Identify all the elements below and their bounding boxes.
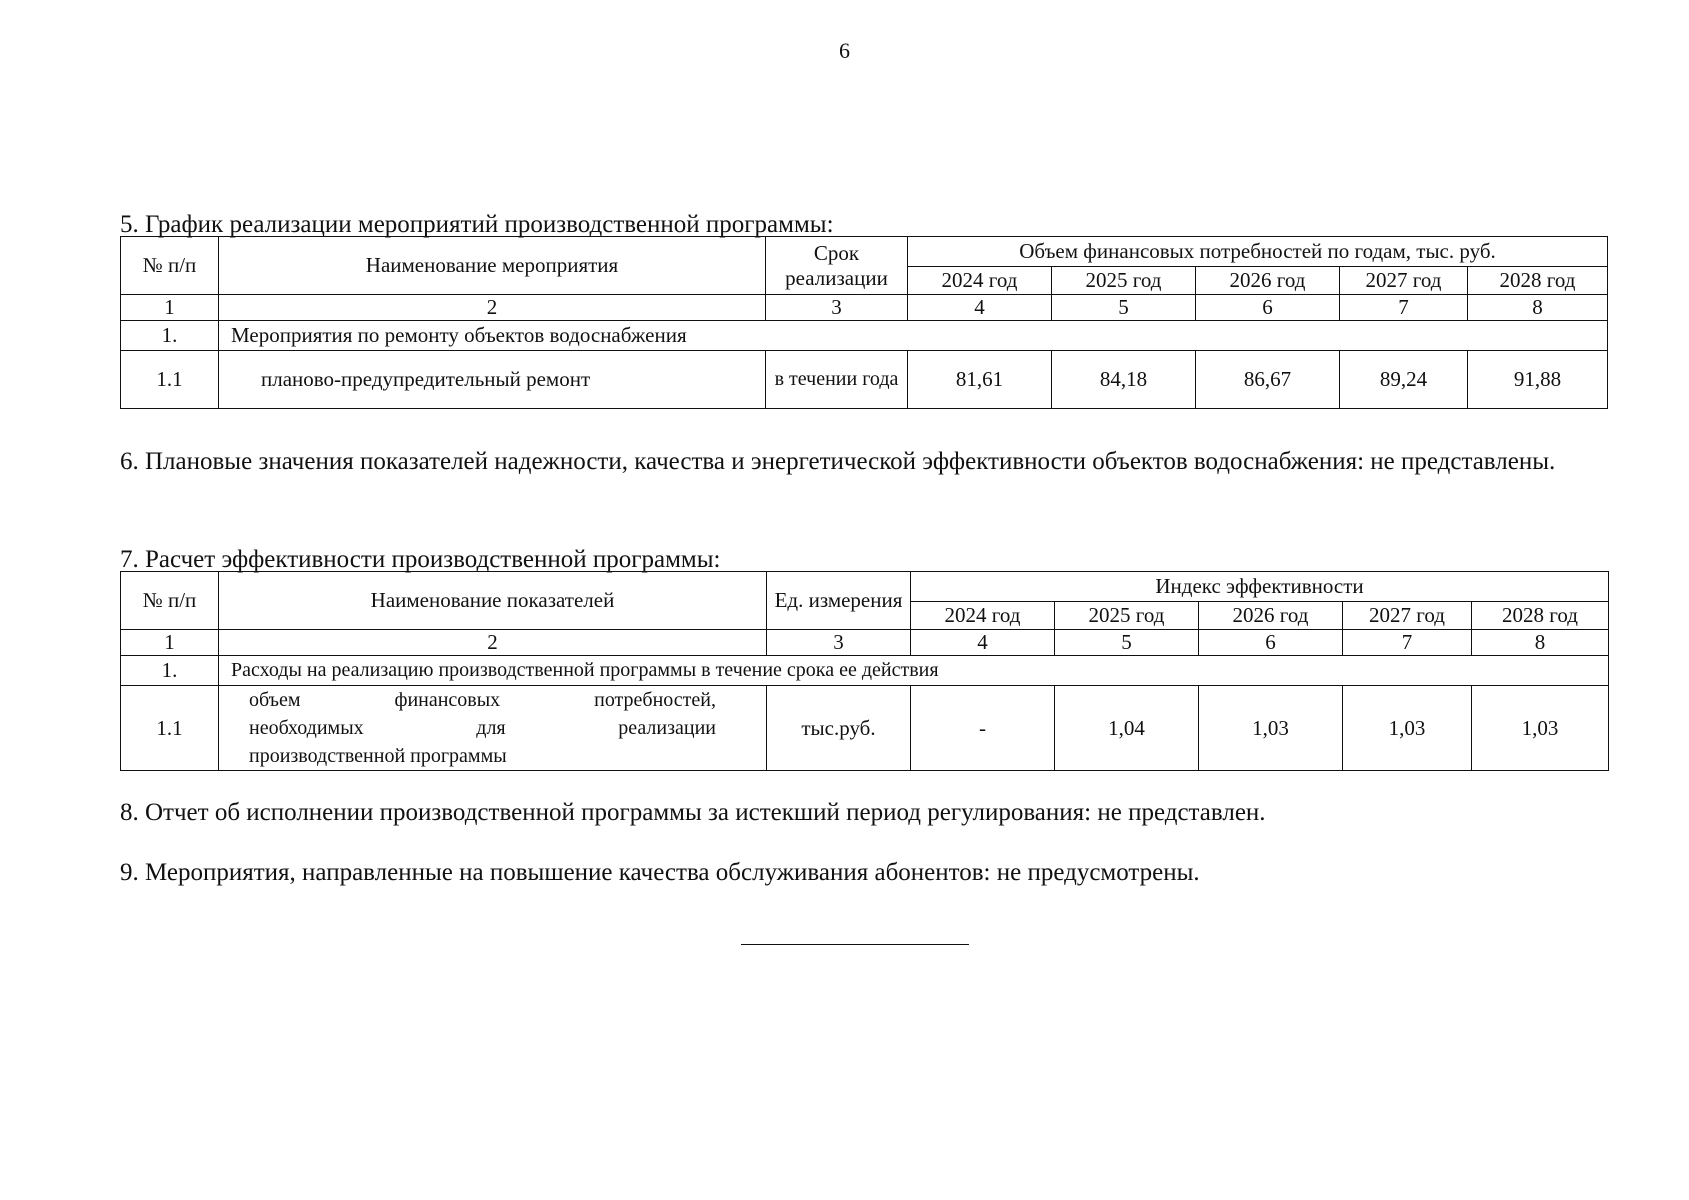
value-cell: 91,88 [1468, 351, 1608, 409]
column-number: 4 [908, 295, 1052, 321]
column-number: 2 [219, 295, 766, 321]
section7-title: 7. Расчет эффективности производственной программы: [120, 546, 721, 573]
value-cell: 1,03 [1199, 686, 1343, 771]
value-cell: 86,67 [1196, 351, 1340, 409]
column-number: 1 [121, 295, 219, 321]
activity-name: планово-предупредительный ремонт [219, 351, 766, 409]
column-number: 6 [1196, 295, 1340, 321]
header-year: 2025 год [1052, 267, 1196, 295]
activity-term: в течении года [766, 351, 908, 409]
header-year: 2026 год [1199, 602, 1343, 630]
header-unit: Ед. измерения [767, 572, 911, 630]
indicator-name-line: необходимых для реализации [249, 717, 716, 739]
page-number: 6 [839, 38, 850, 63]
end-rule [741, 944, 969, 945]
header-year: 2027 год [1340, 267, 1468, 295]
value-cell: 84,18 [1052, 351, 1196, 409]
header-num: № п/п [121, 237, 219, 295]
value-cell: 81,61 [908, 351, 1052, 409]
row-num: 1.1 [121, 686, 219, 771]
section9-text: 9. Мероприятия, направленные на повышение качества обслуживания абонентов: не предусмотрены. [120, 859, 1200, 886]
indicator-name-line: производственной программы [249, 745, 507, 767]
column-number: 4 [911, 630, 1055, 656]
indicator-name [219, 686, 767, 771]
section8-text: 8. Отчет об исполнении производственной программы за истекший период регулирования: не представлен. [120, 799, 1266, 826]
column-number: 7 [1340, 295, 1468, 321]
value-cell: 1,03 [1343, 686, 1472, 771]
column-number: 8 [1472, 630, 1609, 656]
section6-text: 6. Плановые значения показателей надежности, качества и энергетической эффективности объектов водоснабжения: не представлены. [120, 448, 1556, 475]
indicator-name-line: объем финансовых потребностей, [249, 689, 716, 711]
section5-title: 5. График реализации мероприятий производственной программы: [120, 211, 834, 238]
column-number: 2 [219, 630, 767, 656]
header-year: 2027 год [1343, 602, 1472, 630]
value-cell: - [911, 686, 1055, 771]
column-number: 1 [121, 630, 219, 656]
column-number: 8 [1468, 295, 1608, 321]
column-number: 3 [766, 295, 908, 321]
efficiency-table [120, 571, 1609, 771]
column-number: 6 [1199, 630, 1343, 656]
header-year: 2024 год [911, 602, 1055, 630]
schedule-table [120, 236, 1608, 409]
row-num: 1.1 [121, 351, 219, 409]
header-year: 2028 год [1472, 602, 1609, 630]
value-cell: 1,04 [1055, 686, 1199, 771]
header-financial-needs: Объем финансовых потребностей по годам, тыс. руб. [908, 237, 1608, 267]
column-number: 5 [1055, 630, 1199, 656]
value-cell: 1,03 [1472, 686, 1609, 771]
header-indicator-name: Наименование показателей [219, 572, 767, 630]
header-year: 2024 год [908, 267, 1052, 295]
header-year: 2025 год [1055, 602, 1199, 630]
header-term: Срок реализации [766, 237, 908, 295]
header-num: № п/п [121, 572, 219, 630]
header-year: 2028 год [1468, 267, 1608, 295]
group-row-label: Расходы на реализацию производственной программы в течение срока ее действия [219, 656, 1609, 686]
group-row-num: 1. [121, 321, 219, 351]
value-cell: 89,24 [1340, 351, 1468, 409]
header-year: 2026 год [1196, 267, 1340, 295]
column-number: 7 [1343, 630, 1472, 656]
indicator-unit: тыс.руб. [767, 686, 911, 771]
header-efficiency-index: Индекс эффективности [911, 572, 1609, 602]
column-number: 3 [767, 630, 911, 656]
header-activity-name: Наименование мероприятия [219, 237, 766, 295]
group-row-num: 1. [121, 656, 219, 686]
group-row-label: Мероприятия по ремонту объектов водоснабжения [219, 321, 1608, 351]
column-number: 5 [1052, 295, 1196, 321]
